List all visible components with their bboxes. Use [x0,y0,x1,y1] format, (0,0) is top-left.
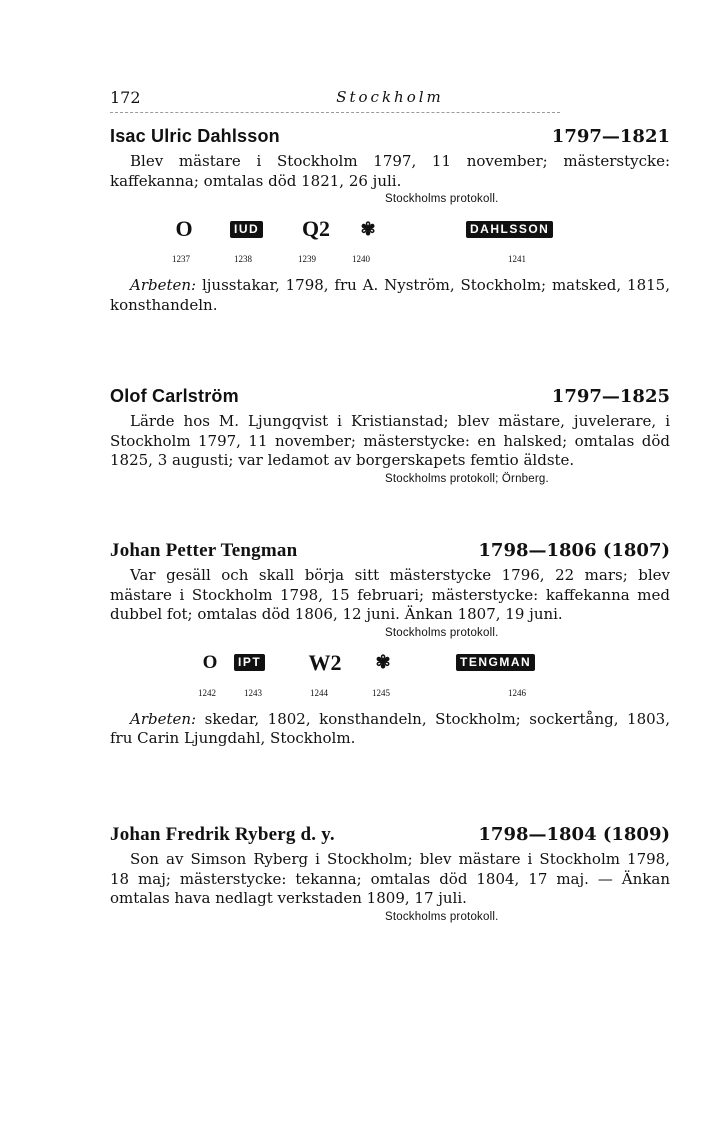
works-text: ljusstakar, 1798, fru A. Nyström, Stockholm; matsked, 1815, konsthandeln. [110,276,670,314]
entry-dates: 1797—1825 [551,386,670,407]
entry-name: Isac Ulric Dahlsson [110,126,280,146]
works-text: skedar, 1802, konsthandeln, Stockholm; sockertång, 1803, fru Carin Ljungdahl, Stockholm. [110,709,670,747]
entry-carlstrom [110,386,670,488]
entry-text: Var gesäll och skall börja sitt mästerstycke 1796, 22 mars; blev mästare i Stockholm 1798, 15 februari; mästerstycke: kaffekanna med dubbel fot; omtalas död 1806, 12 juni. Änkan 1807, 19 juni. [110,566,670,623]
hallmark-number: 1246 [508,687,526,698]
hallmark-image: O [175,216,193,241]
hallmarks-row [110,646,670,710]
entry-name: Olof Carlström [110,386,239,406]
entry-text: Blev mästare i Stockholm 1797, 11 november; mästerstycke: kaffekanna; omtalas död 1821, 26 juli. [110,152,670,190]
works-label: Arbeten: [130,709,197,728]
hallmark-image: ✾ [360,218,376,239]
page-header [110,88,670,110]
hallmark-number: 1242 [198,687,216,698]
running-title: Stockholm [336,88,444,106]
hallmark-number: 1244 [310,687,328,698]
hallmark-number: 1240 [352,254,370,264]
entry-text: Son av Simson Ryberg i Stockholm; blev mästare i Stockholm 1798, 18 maj; mästerstycke: tekanna; omtalas död 1804, 17 maj. — Änkan omtalas hava nedlagt verkstaden 1809, 17 juli. [110,850,670,907]
entry-dahlsson [110,126,670,315]
hallmark-image: DAHLSSON [466,221,553,238]
hallmark-image: Q2 [301,216,331,241]
entry-source: Stockholms protokoll. [385,193,499,205]
hallmark-image: O [202,651,218,673]
entry-tengman [110,540,670,749]
hallmark-number: 1237 [172,254,190,264]
entry-name: Johan Petter Tengman [110,540,298,561]
entry-text: Lärde hos M. Ljungqvist i Kristianstad; blev mästare, juvelerare, i Stockholm 1797, 11 november; mästerstycke: en halsked; omtalas död 1825, 3 augusti; var ledamot av borgerskapets femtio äldste. [110,412,670,469]
hallmark-number: 1241 [508,254,526,264]
hallmark-number: 1238 [234,254,252,264]
hallmark-image: W2 [308,649,342,675]
hallmark-image: IPT [234,654,265,671]
page-number: 172 [110,88,141,107]
entry-source: Stockholms protokoll. [385,626,499,639]
hallmark-number: 1245 [372,687,390,698]
entry-dates: 1798—1806 (1807) [478,540,670,561]
entry-dates: 1797—1821 [551,126,670,147]
entry-ryberg [110,824,670,926]
entry-works [110,710,670,749]
entry-source: Stockholms protokoll. [385,910,499,923]
entry-name: Johan Fredrik Ryberg d. y. [110,824,335,845]
hallmarks-row [110,212,670,276]
hallmark-image: IUD [230,221,263,238]
header-rule [110,112,560,113]
entry-source: Stockholms protokoll; Örnberg. [385,472,549,485]
works-label: Arbeten: [130,276,197,294]
entry-dates: 1798—1804 (1809) [478,824,670,845]
hallmark-number: 1239 [298,254,316,264]
hallmark-image: ✾ [375,652,391,672]
entry-works [110,276,670,315]
hallmark-number: 1243 [244,687,262,698]
hallmark-image: TENGMAN [456,654,535,671]
